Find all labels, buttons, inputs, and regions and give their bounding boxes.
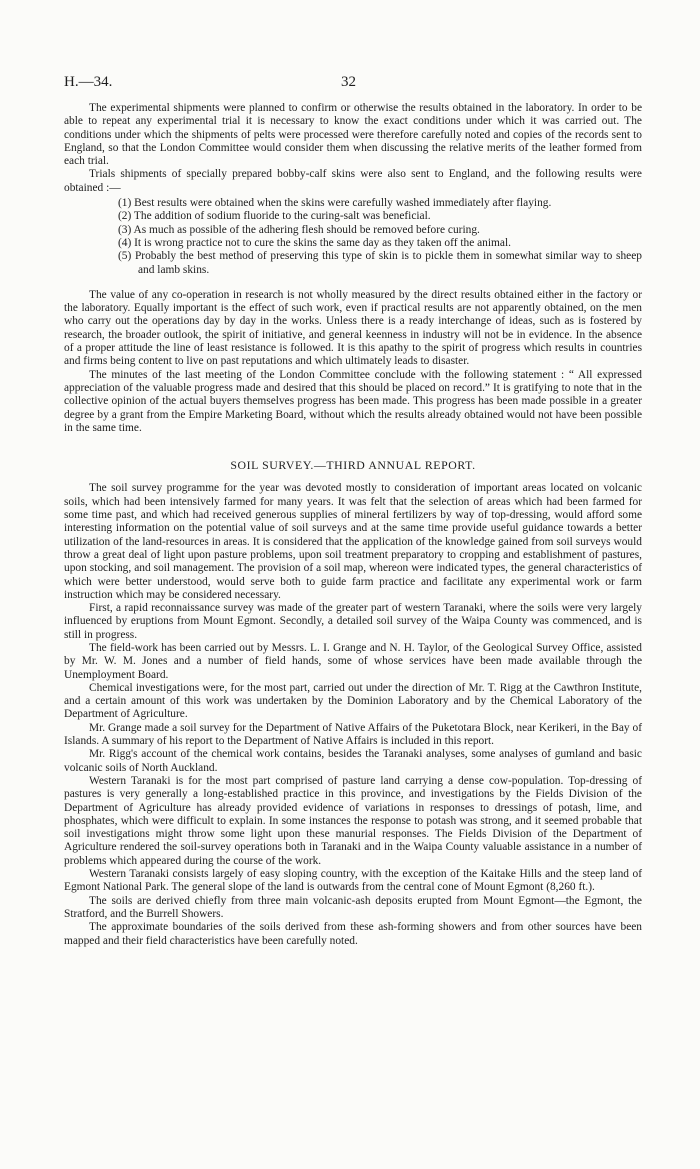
paragraph: The soils are derived chiefly from three main volcanic-ash deposits erupted from Mount Egmont—the Egmont, the Stratford, and the Burrell Showers. xyxy=(64,894,642,920)
paragraph: The soil survey programme for the year was devoted mostly to consideration of important areas located on volcanic soils, which had been intensively farmed for many years. It was felt that the selection of areas which had been farmed for some time past, and which had received generous supplies of mineral fertilizers by way of top-dressing, would afford some interesting information on the potential value of soil surveys and at the same time provide useful guidance towards a better utilization of the land-resources in areas. It is considered that the application of the knowledge gained from soil surveys would throw a great deal of light upon pasture problems, upon soil treatment preparatory to cropping and establishment of pastures, upon stocking, and soil management. The provision of a soil map, whereon were indicated types, the general characteristics of which were better understood, would serve both to guide farm practice and facilitate any experimental work or farm instruction which may be considered necessary. xyxy=(64,482,642,601)
list-item: (5) Probably the best method of preserving this type of skin is to pickle them in somewhat similar way to sheep and lamb skins. xyxy=(118,250,642,276)
body-text xyxy=(64,102,642,948)
paragraph: First, a rapid reconnaissance survey was made of the greater part of western Taranaki, where the soils were very largely influenced by eruptions from Mount Egmont. Secondly, a detailed soil survey of the Waipa County was commenced, and is still in progress. xyxy=(64,602,642,641)
list-item: (3) As much as possible of the adhering flesh should be removed before curing. xyxy=(118,223,480,236)
report-reference: H.—34. xyxy=(64,74,113,90)
paragraph: Chemical investigations were, for the most part, carried out under the direction of Mr. T. Rigg at the Cawthron Institute, and a certain amount of this work was undertaken by the Dominion Laboratory and by the Chemical Laboratory of the Department of Agriculture. xyxy=(64,681,642,721)
section-title: SOIL SURVEY.—THIRD ANNUAL REPORT. xyxy=(230,458,476,473)
page-number: 32 xyxy=(341,74,356,90)
paragraph: The minutes of the last meeting of the London Committee conclude with the following statement : “ All expressed appreciation of the valuable progress made and desired that this should be placed on record.” It is gratifying to note that in the collective opinion of the actual buyers themselves progress has been made. This progress has been made possible in a greater degree by a grant from the Empire Marketing Board, without which the results already obtained would not have been possible in the same time. xyxy=(64,368,642,434)
list-item: (4) It is wrong practice not to cure the skins the same day as they taken off the animal. xyxy=(118,236,511,249)
paragraph: The experimental shipments were planned to confirm or otherwise the results obtained in the laboratory. In order to be able to repeat any experimental trial it is necessary to know the exact conditions under which it was carried out. The conditions under which the shipments of pelts were processed were therefore carefully noted and copies of the records sent to England, so that the London Committee would consider them when discussing the relative merits of the leather formed from each trial. xyxy=(64,102,642,168)
results-list xyxy=(64,197,642,277)
paragraph: The value of any co-operation in research is not wholly measured by the direct results obtained either in the factory or the laboratory. Equally important is the effect of such work, even if practical results are not apparently obtained, on the men who carry out the operations day by day in the works. Unless there is a ready interchange of ideas, such as is fostered by research, the broader outlook, the spirit of initiative, and general keenness in industry will not be in evidence. In the absence of a proper attitude the line of least resistance is followed. It is this apathy to the spirit of progress which results in countries and firms being content to live on past reputations and which ultimately leads to disaster. xyxy=(64,288,642,368)
paragraph: Mr. Grange made a soil survey for the Department of Native Affairs of the Puketotara Block, near Kerikeri, in the Bay of Islands. A summary of his report to the Department of Native Affairs is included in this report. xyxy=(64,721,642,748)
paragraph: Mr. Rigg's account of the chemical work contains, besides the Taranaki analyses, some analyses of gumland and basic volcanic soils of North Auckland. xyxy=(64,748,642,774)
paragraph: Western Taranaki consists largely of easy sloping country, with the exception of the Kaitake Hills and the steep land of Egmont National Park. The general slope of the land is outwards from the central cone of Mount Egmont (8,260 ft.). xyxy=(64,868,642,894)
list-item: (2) The addition of sodium fluoride to the curing-salt was beneficial. xyxy=(118,210,431,223)
list-item: (1) Best results were obtained when the skins were carefully washed immediately after flaying. xyxy=(118,197,552,210)
paragraph: The field-work has been carried out by Messrs. L. I. Grange and N. H. Taylor, of the Geological Survey Office, assisted by Mr. W. M. Jones and a number of field hands, some of whose services have been made available through the Unemployment Board. xyxy=(64,641,642,681)
paragraph: Trials shipments of specially prepared bobby-calf skins were also sent to England, and the following results were obtained :— xyxy=(64,168,642,194)
paragraph: Western Taranaki is for the most part comprised of pasture land carrying a dense cow-population. Top-dressing of pastures is very generally a long-established practice in this province, and investigations by the Fields Division of the Department of Agriculture has already provided evidence of variations in responses to dressings of potash, lime, and phosphates, which were difficult to explain. In some instances the response to potash was strong, and it seemed probable that soil investigations might throw some light upon these manurial responses. The Fields Division of the Department of Agriculture rendered the soil-survey operations both in Taranaki and in the Waipa County valuable assistance in a number of problems which appeared during the course of the work. xyxy=(64,774,642,867)
paragraph: The approximate boundaries of the soils derived from these ash-forming showers and from other sources have been mapped and their field characteristics have been carefully noted. xyxy=(64,921,642,947)
